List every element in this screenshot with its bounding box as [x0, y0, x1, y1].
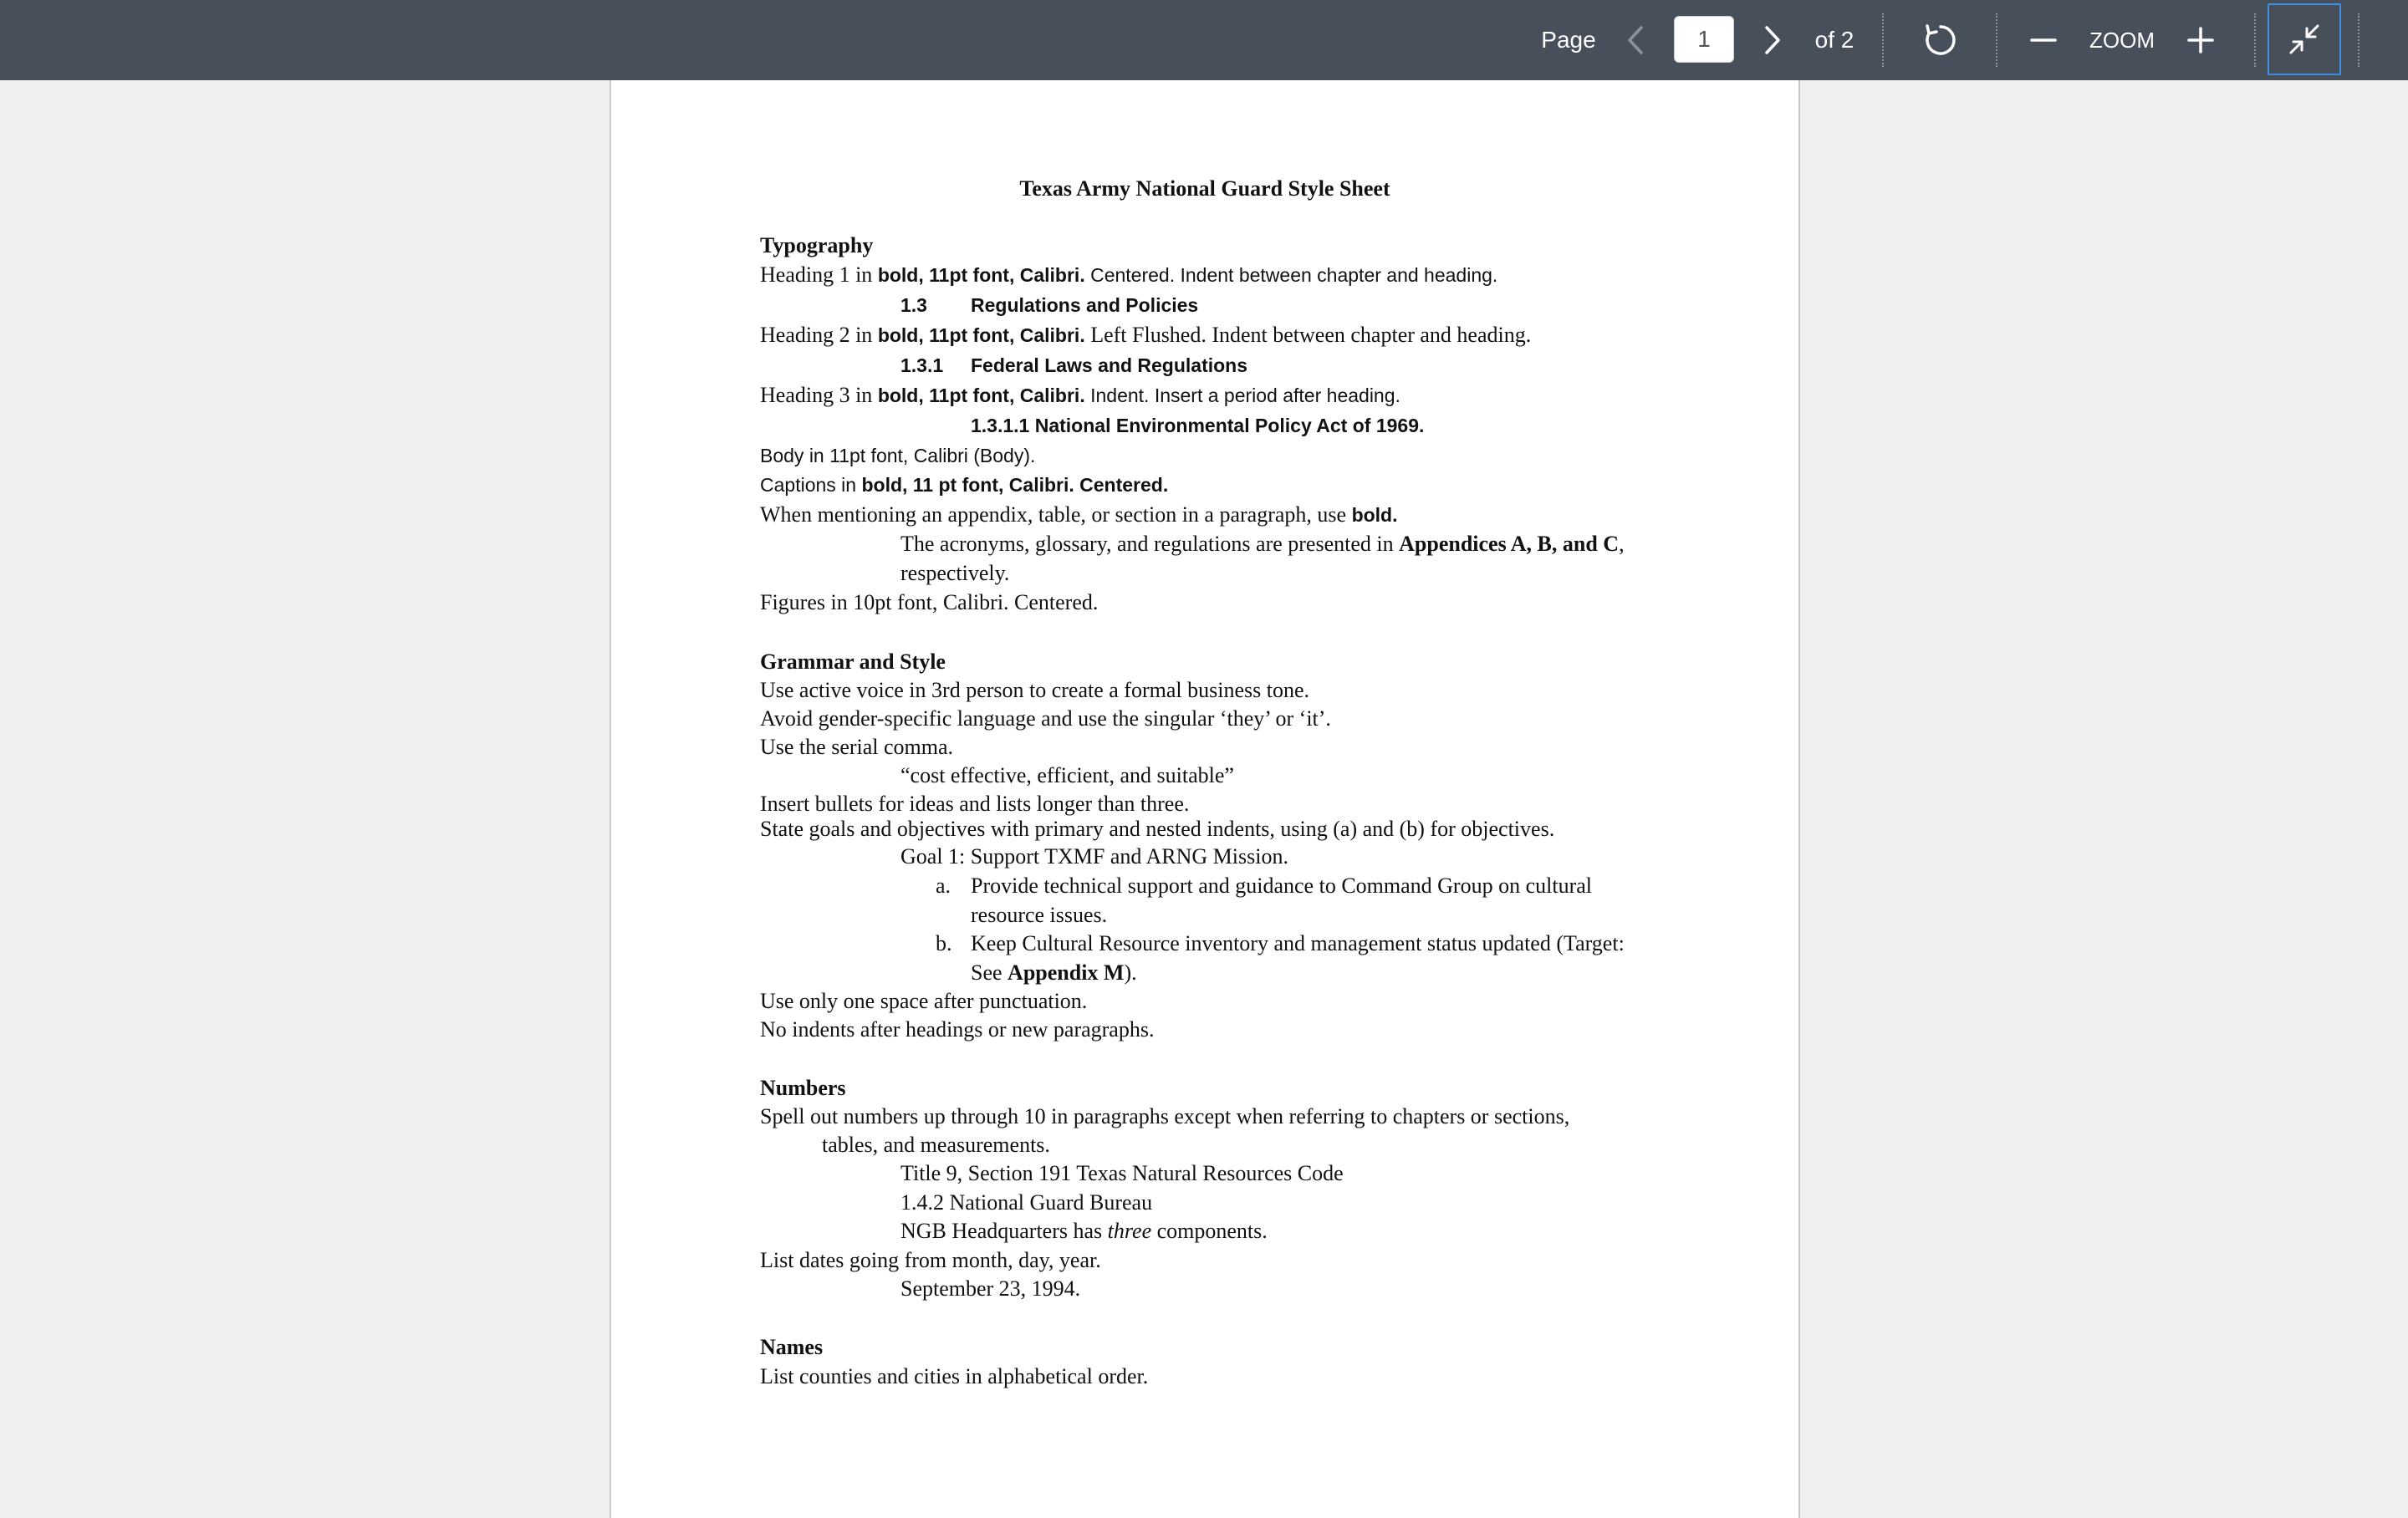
toolbar-divider	[1882, 13, 1884, 67]
minus-icon	[2030, 27, 2057, 53]
toolbar-divider	[2254, 13, 2256, 67]
numbers-example: September 23, 1994.	[900, 1276, 1081, 1301]
toolbar-divider	[1996, 13, 1997, 67]
objective-marker: a.	[936, 874, 951, 898]
section-heading-typography: Typography	[760, 233, 874, 257]
chevron-left-icon	[1625, 25, 1645, 55]
objective-text: Provide technical support and guidance to Command Group on cultural	[971, 874, 1592, 898]
objective-text-cont: See Appendix M).	[971, 960, 1137, 985]
grammar-line: Use only one space after punctuation.	[760, 989, 1088, 1013]
heading1-example-number: 1.3	[900, 294, 927, 316]
appendix-example-cont: respectively.	[900, 561, 1010, 585]
appendix-example: The acronyms, glossary, and regulations are presented in Appendices A, B, and C,	[900, 532, 1625, 556]
figures-rule: Figures in 10pt font, Calibri. Centered.	[760, 590, 1099, 614]
objective-text-cont: resource issues.	[971, 903, 1108, 927]
chevron-right-icon	[1763, 25, 1783, 55]
rotate-icon	[1923, 23, 1958, 58]
numbers-example: NGB Headquarters has three components.	[900, 1219, 1268, 1243]
captions-rule: Captions in bold, 11 pt font, Calibri. Centered.	[760, 474, 1169, 496]
goal-line: Goal 1: Support TXMF and ARNG Mission.	[900, 844, 1288, 869]
grammar-line: Avoid gender-specific language and use the singular ‘they’ or ‘it’.	[760, 706, 1331, 731]
grammar-line: No indents after headings or new paragraphs.	[760, 1017, 1155, 1042]
zoom-label: ZOOM	[2089, 27, 2155, 53]
page-label: Page	[1541, 27, 1596, 53]
next-page-button[interactable]	[1754, 0, 1791, 80]
section-heading-names: Names	[760, 1335, 824, 1359]
heading3-rule: Heading 3 in bold, 11pt font, Calibri. Indent. Insert a period after heading.	[760, 383, 1400, 407]
numbers-example: Title 9, Section 191 Texas Natural Resources Code	[900, 1161, 1344, 1185]
zoom-out-button[interactable]	[2027, 0, 2060, 80]
heading1-example-text: Regulations and Policies	[971, 294, 1199, 316]
document-page	[610, 80, 1800, 1518]
numbers-line: Spell out numbers up through 10 in paragraphs except when referring to chapters or sections,	[760, 1104, 1570, 1128]
grammar-line: Insert bullets for ideas and lists longer than three.	[760, 792, 1190, 816]
numbers-line: List dates going from month, day, year.	[760, 1248, 1101, 1272]
heading1-rule: Heading 1 in bold, 11pt font, Calibri. Centered. Indent between chapter and heading.	[760, 262, 1498, 287]
plus-icon	[2187, 27, 2214, 53]
appendix-rule: When mentioning an appendix, table, or section in a paragraph, use bold.	[760, 502, 1398, 527]
pdf-toolbar	[0, 0, 2408, 80]
heading3-example: 1.3.1.1 National Environmental Policy Act of 1969.	[971, 415, 1425, 436]
exit-fullscreen-button[interactable]	[2268, 3, 2341, 75]
collapse-icon	[2288, 23, 2321, 56]
grammar-line: State goals and objectives with primary and nested indents, using (a) and (b) for objectives.	[760, 817, 1555, 841]
body-rule: Body in 11pt font, Calibri (Body).	[760, 445, 1036, 466]
document-title: Texas Army National Guard Style Sheet	[1019, 176, 1390, 201]
previous-page-button[interactable]	[1617, 0, 1654, 80]
names-line: List counties and cities in alphabetical order.	[760, 1364, 1149, 1388]
heading2-example-number: 1.3.1	[900, 354, 944, 376]
rotate-button[interactable]	[1920, 0, 1962, 80]
zoom-in-button[interactable]	[2184, 0, 2217, 80]
objective-text: Keep Cultural Resource inventory and management status updated (Target:	[971, 931, 1625, 955]
heading2-example-text: Federal Laws and Regulations	[971, 354, 1248, 376]
grammar-line: Use the serial comma.	[760, 735, 954, 759]
section-heading-numbers: Numbers	[760, 1076, 846, 1100]
numbers-example: 1.4.2 National Guard Bureau	[900, 1190, 1153, 1215]
page-number-input[interactable]	[1674, 16, 1734, 63]
grammar-line: Use active voice in 3rd person to create a formal business tone.	[760, 678, 1309, 702]
numbers-line-cont: tables, and measurements.	[822, 1133, 1050, 1157]
toolbar-divider	[2358, 13, 2360, 67]
section-heading-grammar: Grammar and Style	[760, 649, 946, 674]
page-count: of 2	[1814, 27, 1854, 53]
objective-marker: b.	[936, 931, 952, 955]
grammar-example: “cost effective, efficient, and suitable”	[900, 763, 1234, 787]
heading2-rule: Heading 2 in bold, 11pt font, Calibri. Left Flushed. Indent between chapter and heading.	[760, 323, 1532, 347]
